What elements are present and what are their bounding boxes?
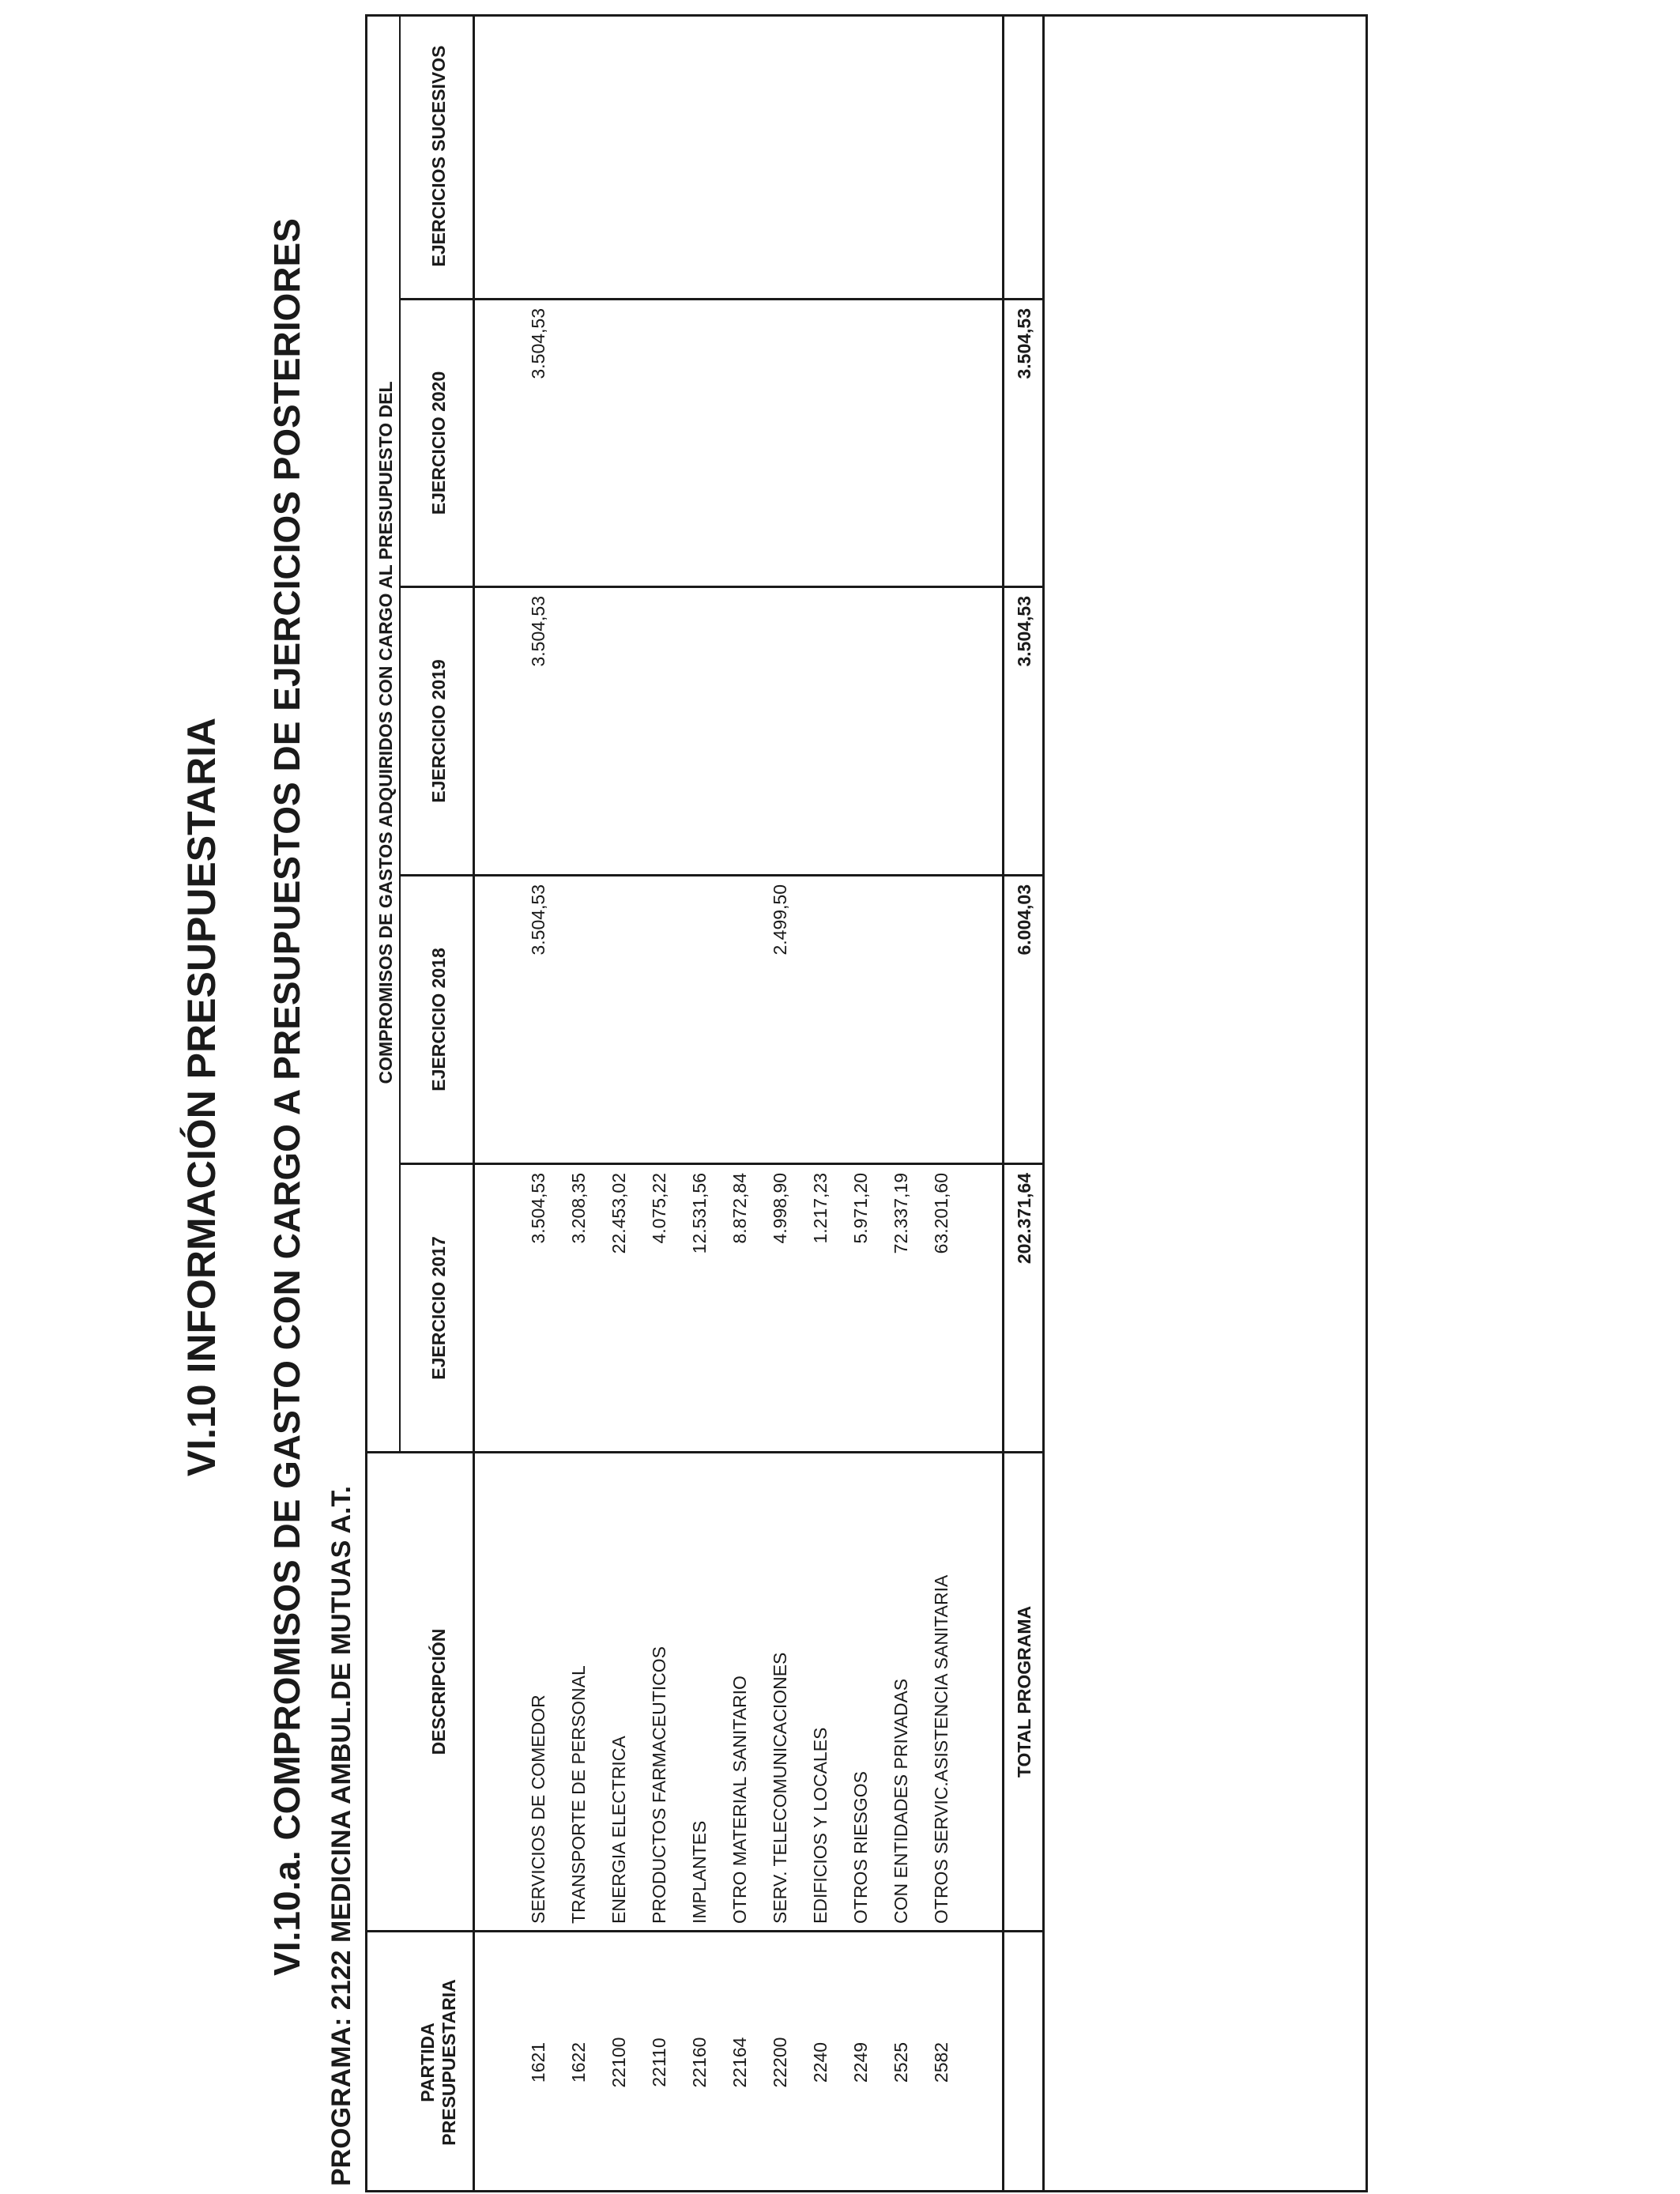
- cell-partida: 22100: [608, 2037, 629, 2088]
- cell-e2017: 8.872,84: [729, 1173, 750, 1244]
- cell-partida: 2525: [891, 2041, 911, 2083]
- cell-e2017: 5.971,20: [850, 1173, 871, 1244]
- total-e2017: 202.371,64: [1014, 1173, 1034, 1265]
- cell-e2017: 3.504,53: [528, 1173, 548, 1244]
- cell-descripcion: PRODUCTOS FARMACEUTICOS: [649, 1646, 669, 1924]
- cell-e2019: 3.504,53: [528, 596, 548, 667]
- col-separator: [400, 586, 1045, 588]
- header-divider: [473, 14, 475, 2192]
- col-separator: [365, 1451, 1045, 1453]
- total-e2020: 3.504,53: [1014, 308, 1034, 379]
- header-descripcion: DESCRIPCIÓN: [428, 1628, 449, 1755]
- programa-label: PROGRAMA: 2122 MEDICINA AMBUL.DE MUTUAS A.T.: [326, 1486, 356, 2186]
- total-label: TOTAL PROGRAMA: [1014, 1605, 1034, 1778]
- cell-e2018: 2.499,50: [770, 884, 790, 956]
- header-ejercicio-2020: EJERCICIO 2020: [428, 371, 449, 515]
- cell-descripcion: ENERGIA ELECTRICA: [608, 1736, 629, 1924]
- cell-descripcion: OTROS SERVIC.ASISTENCIA SANITARIA: [931, 1574, 951, 1924]
- cell-partida: 22164: [729, 2037, 750, 2088]
- page-subtitle: VI.10.a. COMPROMISOS DE GASTO CON CARGO A PRESUPUESTOS DE EJERCICIOS POSTERIORES: [266, 218, 307, 1976]
- header-ejercicio-2019: EJERCICIO 2019: [428, 659, 449, 803]
- cell-e2017: 63.201,60: [931, 1173, 951, 1254]
- cell-partida: 22160: [689, 2037, 710, 2088]
- col-separator: [400, 1163, 1045, 1165]
- header-partida-line2: PRESUPUESTARIA: [439, 1979, 459, 2146]
- cell-e2017: 72.337,19: [891, 1173, 911, 1254]
- header-ejercicio-2018: EJERCICIO 2018: [428, 948, 449, 1091]
- cell-partida: 2240: [810, 2041, 831, 2083]
- cell-descripcion: OTROS RIESGOS: [850, 1771, 871, 1924]
- cell-descripcion: TRANSPORTE DE PERSONAL: [568, 1665, 589, 1924]
- header-partida-line1: PARTIDA: [417, 2022, 438, 2102]
- header-divider: [399, 14, 401, 1453]
- cell-e2017: 22.453,02: [608, 1173, 629, 1254]
- cell-partida: 22110: [649, 2038, 669, 2087]
- header-ejercicio-2017: EJERCICIO 2017: [428, 1236, 449, 1380]
- cell-e2018: 3.504,53: [528, 884, 548, 956]
- cell-descripcion: EDIFICIOS Y LOCALES: [810, 1727, 831, 1924]
- cell-e2017: 4.075,22: [649, 1173, 669, 1244]
- cell-descripcion: IMPLANTES: [689, 1820, 710, 1924]
- cell-partida: 22200: [770, 2037, 790, 2088]
- page-title: VI.10 INFORMACIÓN PRESUPUESTARIA: [179, 717, 224, 1477]
- header-ejercicios-sucesivos: EJERCICIOS SUCESIVOS: [428, 45, 449, 267]
- cell-partida: 1622: [568, 2041, 589, 2083]
- cell-e2017: 1.217,23: [810, 1173, 831, 1244]
- cell-descripcion: CON ENTIDADES PRIVADAS: [891, 1678, 911, 1924]
- cell-partida: 1621: [528, 2041, 548, 2083]
- cell-e2017: 12.531,56: [689, 1173, 710, 1254]
- cell-e2017: 4.998,90: [770, 1173, 790, 1244]
- header-compromisos: COMPROMISOS DE GASTOS ADQUIRIDOS CON CARGO AL PRESUPUESTO DEL: [375, 381, 396, 1084]
- col-separator: [400, 298, 1045, 300]
- cell-partida: 2249: [850, 2041, 871, 2083]
- cell-descripcion: SERV. TELECOMUNICACIONES: [770, 1652, 790, 1924]
- cell-descripcion: SERVICIOS DE COMEDOR: [528, 1695, 548, 1924]
- total-e2019: 3.504,53: [1014, 596, 1034, 667]
- cell-descripcion: OTRO MATERIAL SANITARIO: [729, 1676, 750, 1924]
- cell-e2017: 3.208,35: [568, 1173, 589, 1244]
- col-separator: [400, 874, 1045, 876]
- header-partida: [417, 1932, 460, 2192]
- cell-partida: 2582: [931, 2041, 951, 2083]
- cell-e2020: 3.504,53: [528, 308, 548, 379]
- total-e2018: 6.004,03: [1014, 884, 1034, 956]
